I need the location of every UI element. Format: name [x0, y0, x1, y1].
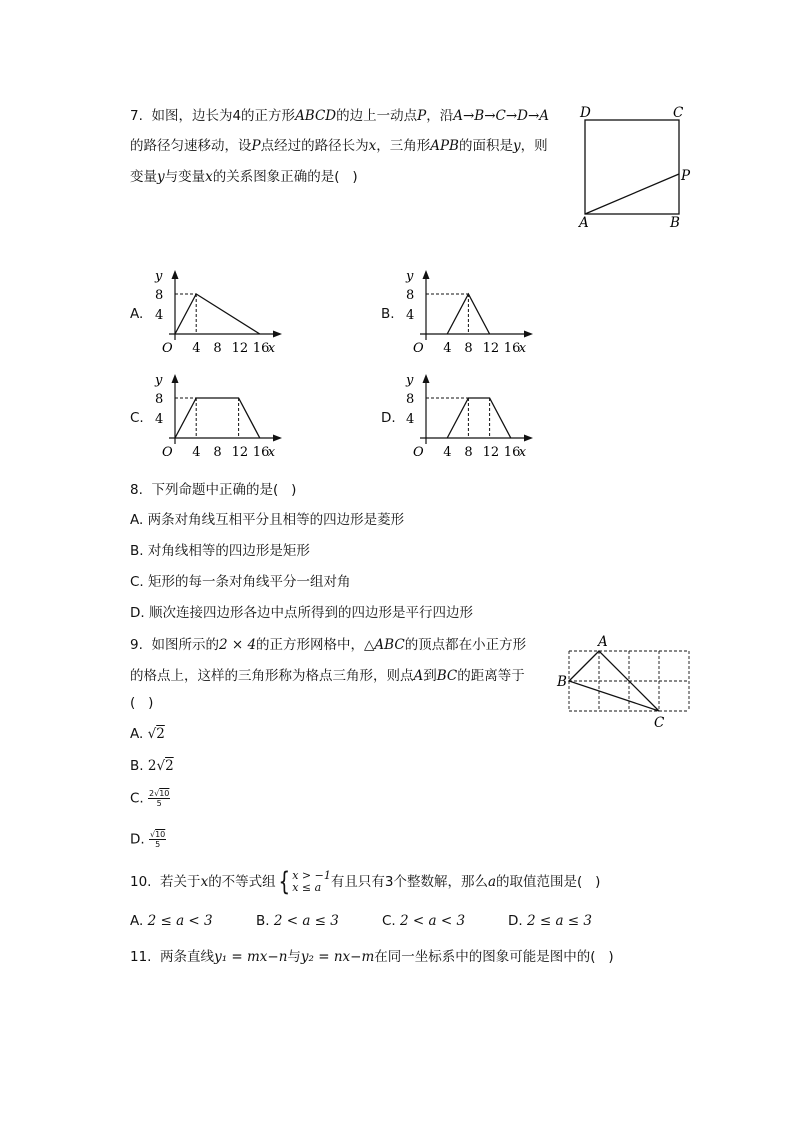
- x-tick-label: 8: [213, 341, 222, 356]
- q9-segment-bc: BC: [436, 668, 458, 684]
- label-b: B: [557, 674, 567, 690]
- q7-text: ，三角形: [376, 138, 431, 154]
- q7-text: 与变量: [164, 169, 206, 185]
- denominator: 5: [155, 840, 161, 849]
- x-axis-label: x: [518, 445, 527, 460]
- q9-text: 的正方形网格中，: [256, 637, 365, 653]
- y-axis-arrow: [172, 270, 179, 279]
- x-axis-arrow: [273, 331, 282, 338]
- q7-var-y: y: [157, 169, 165, 185]
- q9-option-c: [130, 789, 170, 808]
- q9-point-a: A: [413, 668, 424, 684]
- x-tick-label: 16: [503, 445, 521, 460]
- x-axis-label: x: [267, 341, 276, 356]
- option-letter: A.: [130, 913, 144, 929]
- q8-option-a: A. 两条对角线互相平分且相等的四边形是菱形: [130, 512, 405, 528]
- x-tick-label: 4: [443, 445, 452, 460]
- y-axis-label: y: [155, 373, 163, 388]
- q10-stem: [130, 869, 600, 895]
- q9-text: 的距离等于: [457, 668, 525, 684]
- q7-text: 点经过的路径长为: [260, 138, 369, 154]
- q7-var-x: x: [205, 169, 213, 185]
- inequality-1: x > −1: [292, 869, 331, 882]
- q7-point-p: P: [251, 138, 261, 154]
- inequality-2: x ≤ a: [292, 881, 322, 894]
- q9-grid-figure: [555, 632, 700, 734]
- x-axis-label: x: [518, 341, 527, 356]
- q7-square-name: ABCD: [295, 108, 337, 124]
- q10-text: 有且只有3个整数解，那么: [330, 874, 488, 890]
- coefficient: 2: [149, 789, 155, 798]
- y-axis-arrow: [172, 374, 179, 383]
- q10-var-x: x: [200, 874, 209, 890]
- y-axis-label: y: [155, 269, 163, 284]
- label-d: D: [580, 105, 591, 121]
- option-letter: D.: [508, 913, 523, 929]
- q11-stem: [130, 945, 614, 965]
- radicand: 2: [165, 758, 174, 774]
- option-expr: 2 < a < 3: [400, 913, 466, 929]
- label-p: P: [681, 168, 691, 184]
- q7-stem-line3: [130, 165, 358, 185]
- x-axis-label: x: [267, 445, 276, 460]
- fraction: $\frac{2√10}{5}$: [149, 789, 170, 808]
- label-a: A: [598, 634, 608, 650]
- option-letter: B.: [130, 758, 144, 774]
- q10-option-c: [382, 913, 465, 929]
- q7-option-c-graph: [148, 370, 288, 462]
- x-tick-label: 8: [464, 341, 473, 356]
- radicand: 10: [155, 830, 166, 839]
- function-graph: [447, 398, 511, 438]
- q8-option-d: D. 顺次连接四边形各边中点所得到的四边形是平行四边形: [130, 605, 473, 621]
- q8-option-c: C. 矩形的每一条对角线平分一组对角: [130, 574, 351, 590]
- q9-triangle: △ABC: [364, 637, 405, 653]
- q10-text: 10. 若关于: [130, 874, 201, 890]
- q11-line-2: y₂ = nx−m: [300, 949, 375, 965]
- q7-var-y: y: [512, 138, 521, 154]
- q7-point-p: P: [417, 108, 427, 124]
- x-tick-label: 12: [231, 445, 249, 460]
- q8-option-b: B. 对角线相等的四边形是矩形: [130, 543, 310, 559]
- label-c: C: [654, 715, 665, 731]
- x-tick-label: 12: [482, 445, 500, 460]
- x-tick-label: 16: [252, 341, 270, 356]
- q9-stem-line1: [130, 633, 526, 653]
- q10-text: 的不等式组: [208, 874, 276, 890]
- q7-text: 的关系图象正确的是( ): [212, 169, 358, 185]
- x-tick-label: 16: [503, 341, 521, 356]
- square-abcd: [585, 120, 679, 214]
- q7-text: 的面积是: [458, 138, 513, 154]
- function-graph: [175, 294, 260, 334]
- inequality-system: [292, 870, 331, 894]
- q7-text: 的路径匀速移动，设: [130, 138, 252, 154]
- origin-label: O: [413, 341, 424, 356]
- label-c: C: [673, 105, 684, 121]
- q9-option-b: B. 2√2: [130, 758, 174, 774]
- q7-option-d-label: D.: [381, 410, 396, 426]
- q7-option-d-graph: [399, 370, 539, 462]
- x-tick-label: 8: [464, 445, 473, 460]
- y-tick-label: 8: [155, 288, 164, 303]
- y-tick-label: 4: [406, 412, 415, 427]
- y-tick-label: 8: [406, 288, 415, 303]
- q9-text: 到: [423, 668, 437, 684]
- function-graph: [175, 398, 260, 438]
- q7-square-figure: [570, 100, 700, 235]
- q10-text: 的取值范围是( ): [496, 874, 601, 890]
- q7-triangle-name: APB: [430, 138, 459, 154]
- q9-option-d: [130, 830, 166, 849]
- q7-stem-line1: [130, 104, 549, 124]
- y-axis-label: y: [406, 269, 414, 284]
- q7-text: 变量: [130, 169, 157, 185]
- q7-option-b-graph: [399, 266, 539, 358]
- x-tick-label: 4: [443, 341, 452, 356]
- q7-var-x: x: [368, 138, 377, 154]
- q11-text: 与: [287, 949, 301, 965]
- system-brace: {: [278, 867, 290, 897]
- x-tick-label: 4: [192, 341, 201, 356]
- option-letter: A.: [130, 726, 144, 742]
- q8-stem: 8. 下列命题中正确的是( ): [130, 482, 297, 498]
- q7-option-b-label: B.: [381, 306, 395, 322]
- q7-path: A→B→C→D→A: [453, 108, 550, 124]
- q9-grid-size: 2 × 4: [218, 637, 257, 653]
- y-tick-label: 4: [155, 412, 164, 427]
- y-tick-label: 8: [155, 392, 164, 407]
- y-tick-label: 4: [155, 308, 164, 323]
- q10-option-b: [256, 913, 339, 929]
- y-axis-arrow: [423, 374, 430, 383]
- q10-option-a: [130, 913, 213, 929]
- radicand: 10: [159, 789, 170, 798]
- y-tick-label: 8: [406, 392, 415, 407]
- q9-text: 9. 如图所示的: [130, 637, 219, 653]
- x-tick-label: 8: [213, 445, 222, 460]
- radicand: 2: [156, 726, 165, 742]
- q7-option-a-graph: [148, 266, 288, 358]
- y-tick-label: 4: [406, 308, 415, 323]
- label-a: A: [579, 215, 589, 231]
- denominator: 5: [156, 799, 162, 808]
- option-letter: B.: [256, 913, 270, 929]
- x-tick-label: 12: [482, 341, 500, 356]
- x-tick-label: 4: [192, 445, 201, 460]
- q7-option-c-label: C.: [130, 410, 144, 426]
- origin-label: O: [162, 445, 173, 460]
- q7-text: ，沿: [426, 108, 454, 124]
- label-b: B: [670, 215, 680, 231]
- option-letter: D.: [130, 831, 145, 848]
- q11-line-1: y₁ = mx−n: [214, 949, 288, 965]
- q7-text: ，则: [520, 138, 548, 154]
- q9-stem-line3: ( ): [130, 695, 154, 711]
- x-tick-label: 16: [252, 445, 270, 460]
- q7-text: 的边上一动点: [336, 108, 418, 124]
- x-tick-label: 12: [231, 341, 249, 356]
- option-expr: 2 ≤ a ≤ 3: [526, 913, 592, 929]
- y-axis-label: y: [406, 373, 414, 388]
- q7-stem-line2: [130, 134, 548, 154]
- origin-label: O: [162, 341, 173, 356]
- x-axis-arrow: [524, 435, 533, 442]
- x-axis-arrow: [273, 435, 282, 442]
- q10-var-a: a: [487, 874, 497, 890]
- y-axis-arrow: [423, 270, 430, 279]
- x-axis-arrow: [524, 331, 533, 338]
- option-letter: C.: [382, 913, 396, 929]
- origin-label: O: [413, 445, 424, 460]
- option-letter: C.: [130, 790, 144, 807]
- q11-text: 11. 两条直线: [130, 949, 215, 965]
- q11-text: 在同一坐标系中的图象可能是图中的( ): [374, 949, 614, 965]
- option-expr: 2 < a ≤ 3: [273, 913, 339, 929]
- coefficient: 2: [147, 758, 157, 774]
- q9-option-a: A. √2: [130, 726, 165, 742]
- q9-text: 的顶点都在小正方形: [404, 637, 527, 653]
- option-expr: 2 ≤ a < 3: [147, 913, 213, 929]
- segment-ap: [585, 174, 679, 214]
- q7-text: 7. 如图，边长为4的正方形: [130, 108, 296, 124]
- q10-option-d: [508, 913, 592, 929]
- fraction: $\frac{√10}{5}$: [149, 830, 166, 849]
- q7-option-a-label: A.: [130, 306, 144, 322]
- q9-stem-line2: [130, 664, 525, 684]
- q9-text: 的格点上，这样的三角形称为格点三角形，则点: [130, 668, 414, 684]
